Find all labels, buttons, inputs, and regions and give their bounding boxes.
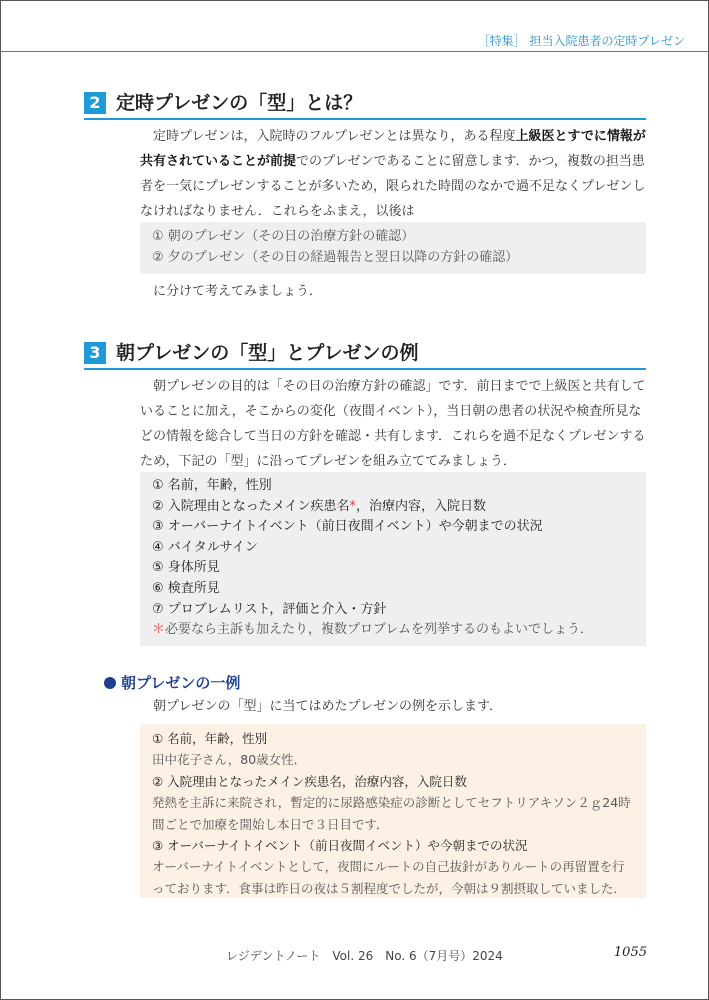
- section-number: 2: [84, 92, 106, 114]
- section-3-heading: [84, 342, 646, 370]
- section-rule: [84, 368, 646, 370]
- section-2-paragraph: [140, 124, 646, 224]
- section-3-paragraph: 朝プレゼンの目的は「その日の治療方針の確認」です．前日までで上級医と共有していることに加え，そこからの変化（夜間イベント），当日朝の患者の状況や検査所見などの情報を総合して当日の方針を確認・共有します．これらを過不足なくプレゼンするため，下記の「型」に沿ってプレゼンを組み立ててみましょう．: [140, 379, 646, 469]
- asterisk-mark: *: [349, 498, 357, 514]
- example-heading-text: 朝プレゼンの一例: [121, 674, 241, 692]
- example-item-text: オーバーナイトイベントとして，夜間にルートの自己抜針がありルートの再留置を行っております．食事は昨日の夜は５割程度でしたが，今朝は９割摂取していました．: [152, 859, 627, 896]
- section-2-closing: に分けて考えてみましょう．: [153, 284, 323, 299]
- footnote-text: 必要なら主訴も加えたり，複数プロブレムを列挙するのもよいでしょう．: [165, 622, 593, 638]
- section-number: 3: [84, 342, 106, 364]
- list-item: ⑦ プロブレムリスト，評価と介入・方針: [152, 601, 387, 617]
- list-item: ⑥ 検査所見: [152, 580, 220, 596]
- header-rule: [0, 51, 709, 52]
- section-rule: [84, 118, 646, 120]
- example-box: [140, 724, 646, 898]
- bullet-icon: [104, 677, 116, 689]
- emphasis-text: 上級医とすでに情報が共有されていることが前提: [140, 129, 646, 169]
- list-item: ① 朝のプレゼン（その日の治療方針の確認）: [152, 229, 415, 244]
- example-item-heading: ② 入院理由となったメイン疾患名，治療内容，入院日数: [152, 773, 467, 789]
- text-run: 定時プレゼンは，入院時のフルプレゼンとは異なり，ある程度: [153, 129, 516, 144]
- section-2-heading: [84, 92, 646, 120]
- example-heading: [104, 672, 240, 693]
- page-number: 1055: [613, 945, 647, 960]
- list-item: ① 名前，年齢，性別: [152, 478, 272, 493]
- section-title: 定時プレゼンの「型」とは？: [116, 92, 363, 114]
- example-intro: 朝プレゼンの「型」に当てはめたプレゼンの例を示します．: [153, 699, 502, 714]
- asterisk-mark: ＊: [152, 622, 166, 638]
- list-item: [152, 497, 634, 518]
- list-item: ④ バイタルサイン: [152, 539, 258, 555]
- list-item-text: ，治療内容，入院日数: [356, 498, 487, 514]
- list-item: ② 夕のプレゼン（その日の経過報告と翌日以降の方針の確認）: [152, 250, 519, 265]
- list-item: ③ オーバーナイトイベント（前日夜間イベント）や今朝までの状況: [152, 519, 543, 535]
- example-item-heading: ③ オーバーナイトイベント（前日夜間イベント）や今朝までの状況: [152, 838, 528, 854]
- text-run: でのプレゼンであることに留意します．かつ，複数の担当患者を一気にプレゼンすることが多いため，限られた時間のなかで過不足なくプレゼンしなければなりません．これらをふまえ，以後は: [140, 154, 646, 219]
- list-item-text: ② 入院理由となったメイン疾患名: [152, 498, 350, 514]
- presentation-template-list: [140, 472, 646, 646]
- evening-morning-list: [140, 222, 646, 274]
- list-item: ⑤ 身体所見: [152, 560, 220, 576]
- section-title: 朝プレゼンの「型」とプレゼンの例: [116, 342, 419, 364]
- footnote: [152, 620, 634, 641]
- journal-footer: レジデントノート Vol. 26 No. 6（7月号）2024: [226, 949, 503, 963]
- example-item-heading: ① 名前，年齢，性別: [152, 731, 268, 746]
- example-item-text: 田中花子さん，80歳女性．: [152, 752, 307, 768]
- example-item-text: 発熱を主訴に来院され，暫定的に尿路感染症の診断としてセフトリアキソン２ｇ24時間ごとで加療を開始し本日で３日目です．: [152, 795, 631, 832]
- header-tag: ［特集］ 担当入院患者の定時プレゼン: [477, 34, 685, 48]
